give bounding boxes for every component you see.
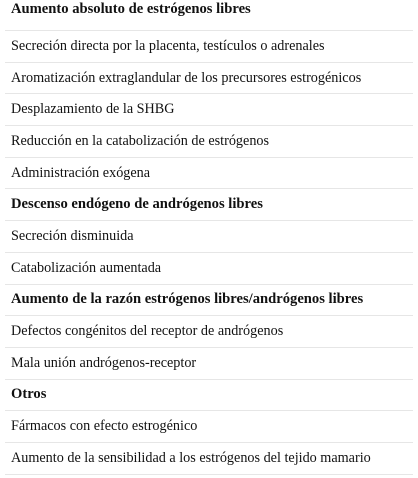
table-row: Administración exógena [5,158,413,190]
table-row: Catabolización aumentada [5,253,413,285]
table-row: Reducción en la catabolización de estrógenos [5,126,413,158]
table-row: Mala unión andrógenos-receptor [5,348,413,380]
table-row: Aumento de la sensibilidad a los estrógenos del tejido mamario [5,443,413,475]
section-header-androgen-decrease: Descenso endógeno de andrógenos libres [5,189,413,221]
table-row: Secreción disminuida [5,221,413,253]
table-row: Defectos congénitos del receptor de andrógenos [5,316,413,348]
causes-table [5,1,413,475]
section-header-ratio-increase: Aumento de la razón estrógenos libres/andrógenos libres [5,285,413,317]
section-header-others: Otros [5,380,413,412]
table-row: Desplazamiento de la SHBG [5,94,413,126]
table-row: Aromatización extraglandular de los precursores estrogénicos [5,63,413,95]
table-row: Fármacos con efecto estrogénico [5,411,413,443]
table-row: Secreción directa por la placenta, testículos o adrenales [5,31,413,63]
section-header-estrogen-increase: Aumento absoluto de estrógenos libres [5,1,413,31]
